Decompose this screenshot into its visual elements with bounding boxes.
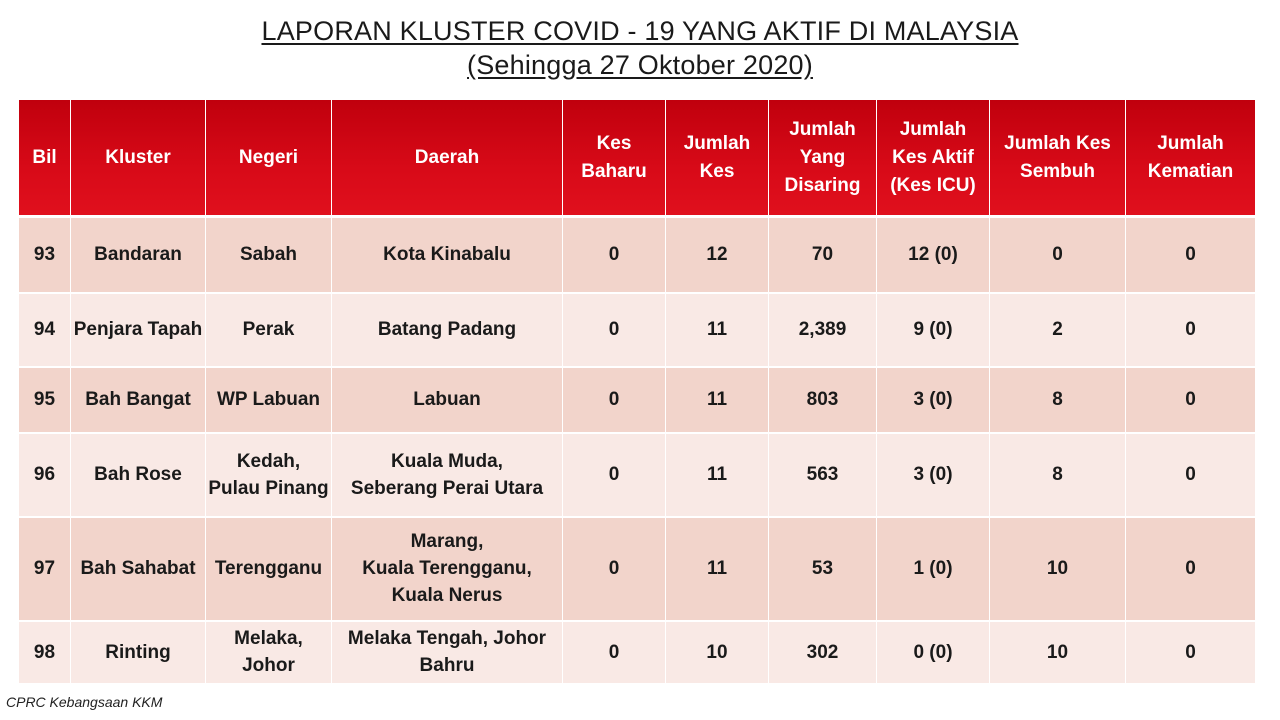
cell-kes-baharu: 0 (563, 433, 666, 517)
cell-jumlah-kes: 11 (666, 517, 769, 621)
cell-kematian: 0 (1126, 293, 1256, 367)
cell-bil: 93 (19, 217, 71, 293)
cell-daerah: Marang, Kuala Terengganu, Kuala Nerus (332, 517, 563, 621)
table-row (19, 433, 1256, 517)
cell-kluster: Bah Bangat (71, 367, 206, 433)
cell-disaring: 563 (769, 433, 877, 517)
header-kes-baharu: Kes Baharu (563, 100, 666, 217)
cell-sembuh: 8 (990, 367, 1126, 433)
table-row (19, 367, 1256, 433)
cell-kluster: Rinting (71, 621, 206, 684)
cell-kluster: Bah Rose (71, 433, 206, 517)
cell-kematian: 0 (1126, 433, 1256, 517)
table-row (19, 621, 1256, 684)
header-daerah: Daerah (332, 100, 563, 217)
table-row (19, 517, 1256, 621)
header-kes-aktif: Jumlah Kes Aktif (Kes ICU) (877, 100, 990, 217)
cell-kematian: 0 (1126, 621, 1256, 684)
cell-negeri: Melaka, Johor (206, 621, 332, 684)
report-title (0, 14, 1280, 82)
table-row (19, 217, 1256, 293)
header-negeri: Negeri (206, 100, 332, 217)
cell-kematian: 0 (1126, 517, 1256, 621)
cell-disaring: 302 (769, 621, 877, 684)
cell-bil: 96 (19, 433, 71, 517)
cell-disaring: 803 (769, 367, 877, 433)
cell-jumlah-kes: 12 (666, 217, 769, 293)
cell-kes-baharu: 0 (563, 217, 666, 293)
cell-kes-aktif: 3 (0) (877, 367, 990, 433)
cell-kluster: Bah Sahabat (71, 517, 206, 621)
report-title-line-1: LAPORAN KLUSTER COVID - 19 YANG AKTIF DI MALAYSIA (261, 16, 1019, 46)
cell-kluster: Penjara Tapah (71, 293, 206, 367)
cell-kes-baharu: 0 (563, 367, 666, 433)
cell-daerah: Labuan (332, 367, 563, 433)
cell-kematian: 0 (1126, 367, 1256, 433)
cell-jumlah-kes: 10 (666, 621, 769, 684)
cell-daerah: Melaka Tengah, Johor Bahru (332, 621, 563, 684)
cell-kes-aktif: 9 (0) (877, 293, 990, 367)
cell-jumlah-kes: 11 (666, 293, 769, 367)
cell-jumlah-kes: 11 (666, 367, 769, 433)
cell-daerah: Batang Padang (332, 293, 563, 367)
cell-daerah: Kota Kinabalu (332, 217, 563, 293)
cell-daerah: Kuala Muda, Seberang Perai Utara (332, 433, 563, 517)
cell-kes-baharu: 0 (563, 293, 666, 367)
cell-sembuh: 10 (990, 517, 1126, 621)
cell-kes-aktif: 1 (0) (877, 517, 990, 621)
header-bil: Bil (19, 100, 71, 217)
header-jumlah-kes: Jumlah Kes (666, 100, 769, 217)
cell-negeri: Sabah (206, 217, 332, 293)
cluster-table (18, 100, 1256, 685)
cell-kes-aktif: 3 (0) (877, 433, 990, 517)
source-credit: CPRC Kebangsaan KKM (6, 694, 163, 710)
header-kematian: Jumlah Kematian (1126, 100, 1256, 217)
cell-sembuh: 8 (990, 433, 1126, 517)
cell-kes-aktif: 0 (0) (877, 621, 990, 684)
cell-disaring: 53 (769, 517, 877, 621)
cell-bil: 94 (19, 293, 71, 367)
cell-kes-baharu: 0 (563, 517, 666, 621)
cell-bil: 98 (19, 621, 71, 684)
cell-negeri: WP Labuan (206, 367, 332, 433)
cell-sembuh: 0 (990, 217, 1126, 293)
cell-jumlah-kes: 11 (666, 433, 769, 517)
cell-kematian: 0 (1126, 217, 1256, 293)
cell-kes-baharu: 0 (563, 621, 666, 684)
cell-disaring: 2,389 (769, 293, 877, 367)
header-kluster: Kluster (71, 100, 206, 217)
table-header-row (19, 100, 1256, 217)
cell-negeri: Terengganu (206, 517, 332, 621)
header-kes-sembuh: Jumlah Kes Sembuh (990, 100, 1126, 217)
cell-sembuh: 10 (990, 621, 1126, 684)
cell-kes-aktif: 12 (0) (877, 217, 990, 293)
cell-negeri: Perak (206, 293, 332, 367)
cell-bil: 97 (19, 517, 71, 621)
cell-kluster: Bandaran (71, 217, 206, 293)
cell-disaring: 70 (769, 217, 877, 293)
header-jumlah-disaring: Jumlah Yang Disaring (769, 100, 877, 217)
report-title-line-2: (Sehingga 27 Oktober 2020) (467, 50, 813, 80)
cell-sembuh: 2 (990, 293, 1126, 367)
cell-bil: 95 (19, 367, 71, 433)
table-row (19, 293, 1256, 367)
cell-negeri: Kedah, Pulau Pinang (206, 433, 332, 517)
